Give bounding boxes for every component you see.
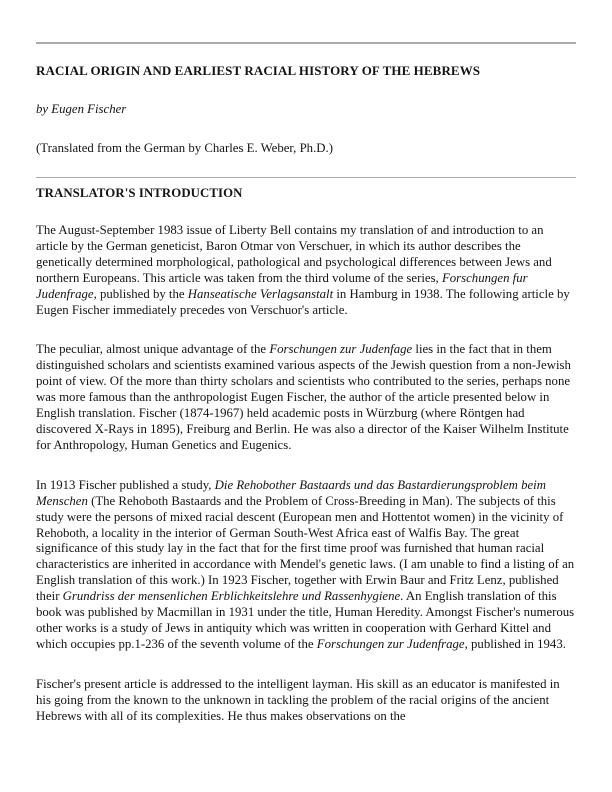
top-divider <box>36 42 576 44</box>
paragraph <box>36 223 576 318</box>
italic-text: Forschungen zur Judenfage <box>269 342 413 357</box>
body-text: The peculiar, almost unique advantage of the <box>36 342 270 357</box>
byline: by Eugen Fischer <box>36 102 127 116</box>
body-text: (The Rehoboth Bastaards and the Problem of Cross-Breeding in Man). The subjects of this study were the persons of mixed racial descent (European men and Hottentot women) in the vicinity of Rehoboth, a locality in the interior of German South-West Africa east of Walfis Bay. The great significance of this study lay in the fact that for the first time proof was furnished that human racial characteristics are inherited in accordance with Mendel's genetic laws. (I am unable to find a listing of an English translation of this work.) In 1923 Fischer, together with Erwin Baur and Fritz Lenz, published their <box>36 493 575 604</box>
body-text: The August-September 1983 issue of Liberty Bell contains my translation of and introduction to an article by the German geneticist, Baron Otmar von Verschuer, in which its author describes the genetically determined morphological, pathological and psychological differences between Jews and northern Europeans. This article was taken from the third volume of the series, <box>36 223 552 285</box>
italic-text: Hanseatische Verlagsanstalt <box>187 286 334 301</box>
section-heading: TRANSLATOR'S INTRODUCTION <box>36 186 243 200</box>
translation-note: (Translated from the German by Charles E. Weber, Ph.D.) <box>36 141 333 155</box>
paragraph <box>36 677 576 725</box>
body-text: lies in the fact that in them distinguished scholars and scientists examined various aspects of the Jewish question from a non-Jewish point of view. Of the more than thirty scholars and scientists who contributed to the series, perhaps none was more famous than the anthropologist Eugen Fischer, the author of the article presented below in English translation. Fischer (1874-1967) held academic posts in Würzburg (where Röntgen had discovered X-Rays in 1895), Freiburg and Berlin. He was also a director of the Kaiser Wilhelm Institute for Anthropology, Human Genetics and Eugenics. <box>36 342 571 452</box>
page-content <box>36 42 576 724</box>
italic-text: Die Rehobother Bastaards und das Bastardierungsproblem beim Menschen <box>36 477 546 508</box>
body-text: , published by the <box>93 286 188 301</box>
body-text: In 1913 Fischer published a study, <box>36 477 215 492</box>
italic-text: Grundriss der mensenlichen Erblichkeitslehre und Rassenhygiene <box>62 589 401 604</box>
paragraph <box>36 478 576 653</box>
body-text: Fischer's present article is addressed to the intelligent layman. His skill as an educator is manifested in his going from the known to the unknown in tackling the problem of the racial origins of the ancient Hebrews with all of its complexities. He thus makes observations on the <box>36 676 560 723</box>
body-text: , published in 1943. <box>464 636 566 651</box>
document-title: RACIAL ORIGIN AND EARLIEST RACIAL HISTORY OF THE HEBREWS <box>36 63 481 78</box>
italic-text: Forschungen zur Judenfrage <box>316 636 465 651</box>
body-text: in Hamburg in 1938. The following article by Eugen Fischer immediately precedes von Verschuor's article. <box>36 286 570 317</box>
body-text: . An English translation of this book was published by Macmillan in 1931 under the title, Human Heredity. Amongst Fischer's numerous other works is a study of Jews in antiquity which was written in cooperation with Gerhard Kittel and which occupies pp.1-236 of the seventh volume of the <box>36 589 575 651</box>
introduction-paragraphs <box>36 223 576 724</box>
paragraph <box>36 342 576 453</box>
section-divider <box>36 177 576 178</box>
italic-text: Forschungen fur Judenfrage <box>36 270 528 301</box>
